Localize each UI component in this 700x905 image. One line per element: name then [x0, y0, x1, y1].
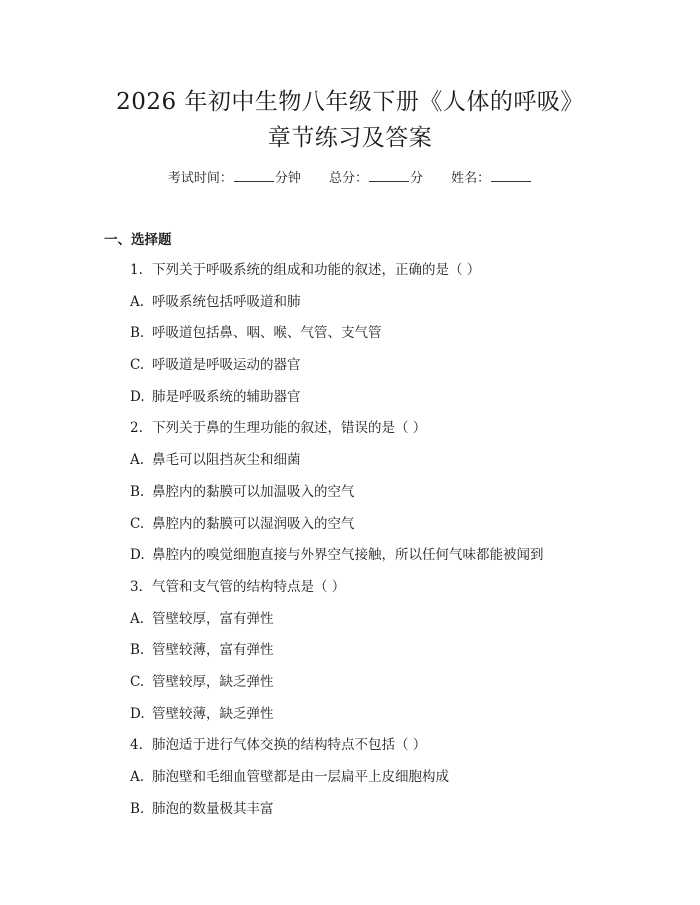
section-title: 一、选择题	[104, 232, 172, 248]
option-item	[130, 386, 650, 418]
student-name-label: 姓名：	[451, 171, 491, 186]
item-text: 肺泡适于进行气体交换的结构特点不包括（ ）	[152, 737, 427, 754]
item-marker: B.	[130, 325, 145, 342]
item-text: 呼吸道包括鼻、咽、喉、气管、支气管	[152, 325, 382, 342]
option-item	[130, 639, 650, 671]
total-score-field	[329, 171, 427, 186]
item-marker: B.	[130, 483, 145, 500]
item-marker: C.	[130, 673, 145, 690]
question-item	[130, 576, 650, 608]
option-item	[130, 544, 650, 576]
item-marker: 4.	[130, 737, 143, 754]
question-item	[130, 417, 650, 449]
item-marker: 2.	[130, 420, 143, 437]
question-list	[130, 259, 650, 829]
option-item	[130, 322, 650, 354]
total-score-label: 总分：	[328, 171, 368, 186]
option-item	[130, 608, 650, 640]
option-item	[130, 513, 650, 545]
item-marker: A.	[130, 293, 145, 310]
item-text: 管壁较厚，富有弹性	[152, 610, 274, 627]
item-marker: B.	[130, 642, 145, 659]
item-marker: A.	[130, 769, 145, 785]
item-text: 肺是呼吸系统的辅助器官	[152, 388, 301, 405]
item-marker: D.	[130, 388, 145, 405]
exam-time-blank	[234, 168, 274, 182]
item-marker: 1.	[130, 262, 143, 278]
item-marker: A.	[130, 452, 145, 469]
document-title-line2: 章节练习及答案	[267, 125, 433, 151]
item-text: 鼻腔内的黏膜可以加温吸入的空气	[152, 483, 355, 500]
exam-time-unit: 分钟	[274, 171, 301, 186]
option-item	[130, 449, 650, 481]
item-marker: C.	[130, 357, 145, 374]
option-item	[130, 481, 650, 513]
option-item	[130, 291, 650, 323]
option-item	[130, 766, 650, 798]
item-marker: D.	[130, 547, 145, 564]
exam-time-label: 考试时间：	[167, 171, 233, 186]
item-marker: 3.	[130, 578, 143, 595]
item-marker: C.	[130, 515, 145, 532]
option-item	[130, 671, 650, 703]
exam-time-field	[168, 171, 305, 186]
item-text: 管壁较厚，缺乏弹性	[152, 673, 274, 690]
student-name-field	[451, 171, 532, 186]
total-score-unit: 分	[410, 171, 424, 186]
question-item	[130, 734, 650, 766]
item-text: 肺泡的数量极其丰富	[152, 800, 274, 817]
item-marker: B.	[130, 800, 145, 817]
option-item	[130, 798, 650, 830]
total-score-blank	[369, 168, 409, 182]
item-marker: A.	[130, 610, 145, 627]
item-marker: D.	[130, 705, 145, 722]
question-item	[130, 259, 650, 291]
item-text: 鼻腔内的嗅觉细胞直接与外界空气接触，所以任何气味都能被闻到	[152, 547, 544, 564]
item-text: 鼻毛可以阻挡灰尘和细菌	[152, 452, 301, 469]
item-text: 管壁较薄，缺乏弹性	[152, 705, 274, 722]
item-text: 鼻腔内的黏膜可以湿润吸入的空气	[152, 515, 355, 532]
exam-meta	[0, 168, 700, 189]
item-text: 气管和支气管的结构特点是（ ）	[152, 578, 346, 595]
item-text: 下列关于呼吸系统的组成和功能的叙述，正确的是（ ）	[152, 262, 481, 278]
document-title-line1: 2026 年初中生物八年级下册《人体的呼吸》	[116, 89, 584, 115]
item-text: 呼吸系统包括呼吸道和肺	[152, 293, 301, 310]
item-text: 肺泡壁和毛细血管壁都是由一层扁平上皮细胞构成	[152, 769, 449, 785]
option-item	[130, 354, 650, 386]
option-item	[130, 703, 650, 735]
student-name-blank	[491, 168, 531, 182]
item-text: 呼吸道是呼吸运动的器官	[152, 357, 301, 374]
item-text: 下列关于鼻的生理功能的叙述，错误的是（ ）	[152, 420, 427, 437]
item-text: 管壁较薄，富有弹性	[152, 642, 274, 659]
